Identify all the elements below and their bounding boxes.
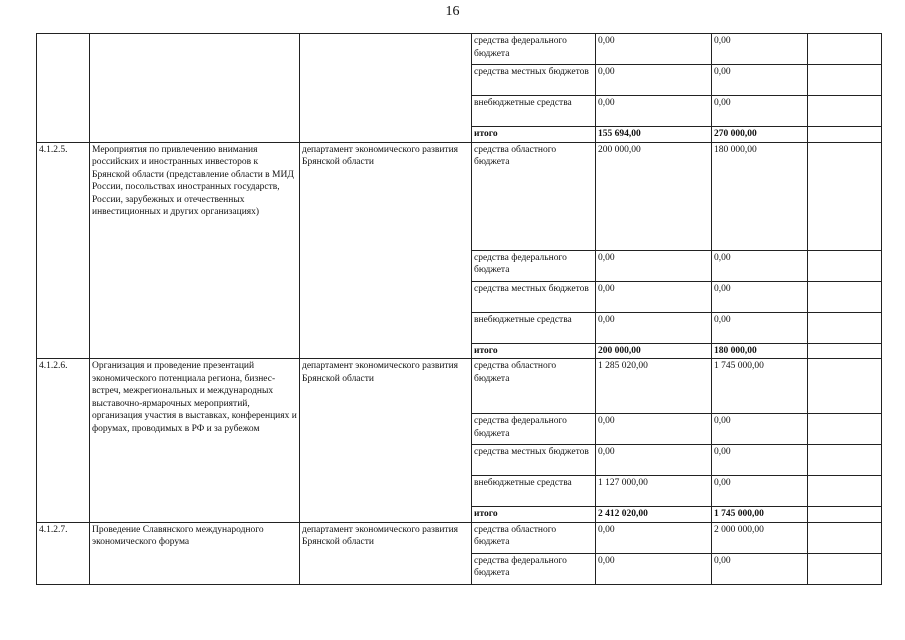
funding-source: средства местных бюджетов (472, 281, 596, 312)
amount-col-1: 0,00 (596, 96, 712, 127)
amount-col-2: 270 000,00 (712, 127, 808, 143)
amount-col-1: 155 694,00 (596, 127, 712, 143)
amount-col-2: 0,00 (712, 281, 808, 312)
amount-col-1: 0,00 (596, 65, 712, 96)
activity-name: Проведение Славянского международного экономического форума (90, 522, 300, 584)
funding-source: средства федерального бюджета (472, 250, 596, 281)
empty-cell (808, 414, 882, 445)
funding-source: внебюджетные средства (472, 312, 596, 343)
program-activities-table (36, 33, 882, 585)
amount-col-1: 0,00 (596, 281, 712, 312)
activity-executor: департамент экономического развития Брянской области (300, 359, 472, 523)
amount-col-1: 1 285 020,00 (596, 359, 712, 414)
amount-col-1: 0,00 (596, 414, 712, 445)
table-row (37, 142, 882, 250)
empty-cell (808, 445, 882, 476)
activity-number: 4.1.2.5. (37, 142, 90, 359)
activity-executor (300, 34, 472, 143)
empty-cell (808, 96, 882, 127)
funding-source: средства местных бюджетов (472, 445, 596, 476)
funding-source: итого (472, 343, 596, 359)
activity-executor: департамент экономического развития Брянской области (300, 142, 472, 359)
amount-col-2: 0,00 (712, 65, 808, 96)
funding-source: итого (472, 127, 596, 143)
amount-col-2: 0,00 (712, 96, 808, 127)
activity-number (37, 34, 90, 143)
empty-cell (808, 281, 882, 312)
activity-name: Организация и проведение презентаций экономического потенциала региона, бизнес-встреч, межрегиональных и международных выставочно-ярмарочных мероприятий, организация участия в выставках, конференциях и форумах, проводимых в РФ и за рубежом (90, 359, 300, 523)
amount-col-2: 180 000,00 (712, 343, 808, 359)
empty-cell (808, 142, 882, 250)
empty-cell (808, 312, 882, 343)
funding-source: средства областного бюджета (472, 142, 596, 250)
empty-cell (808, 127, 882, 143)
amount-col-1: 0,00 (596, 445, 712, 476)
empty-cell (808, 553, 882, 584)
activity-number: 4.1.2.6. (37, 359, 90, 523)
activity-number: 4.1.2.7. (37, 522, 90, 584)
empty-cell (808, 343, 882, 359)
empty-cell (808, 65, 882, 96)
funding-source: средства федерального бюджета (472, 34, 596, 65)
amount-col-2: 1 745 000,00 (712, 359, 808, 414)
amount-col-1: 1 127 000,00 (596, 476, 712, 507)
funding-source: средства федерального бюджета (472, 553, 596, 584)
funding-source: средства областного бюджета (472, 359, 596, 414)
empty-cell (808, 359, 882, 414)
amount-col-2: 1 745 000,00 (712, 507, 808, 523)
amount-col-1: 0,00 (596, 522, 712, 553)
activity-name (90, 34, 300, 143)
funding-source: средства местных бюджетов (472, 65, 596, 96)
empty-cell (808, 250, 882, 281)
empty-cell (808, 522, 882, 553)
activity-name: Мероприятия по привлечению внимания российских и иностранных инвесторов к Брянской области (представление области в МИД России, посольствах иностранных государств, России, зарубежных и отечественных инвестиционных и других организациях) (90, 142, 300, 359)
amount-col-1: 0,00 (596, 250, 712, 281)
amount-col-1: 0,00 (596, 34, 712, 65)
amount-col-2: 0,00 (712, 34, 808, 65)
amount-col-2: 0,00 (712, 553, 808, 584)
amount-col-1: 200 000,00 (596, 343, 712, 359)
funding-source: средства федерального бюджета (472, 414, 596, 445)
page-number: 16 (445, 4, 460, 19)
amount-col-2: 2 000 000,00 (712, 522, 808, 553)
amount-col-1: 0,00 (596, 312, 712, 343)
amount-col-1: 200 000,00 (596, 142, 712, 250)
amount-col-2: 180 000,00 (712, 142, 808, 250)
table-row (37, 359, 882, 414)
amount-col-2: 0,00 (712, 414, 808, 445)
empty-cell (808, 507, 882, 523)
funding-source: итого (472, 507, 596, 523)
amount-col-1: 0,00 (596, 553, 712, 584)
amount-col-2: 0,00 (712, 445, 808, 476)
empty-cell (808, 34, 882, 65)
amount-col-2: 0,00 (712, 312, 808, 343)
amount-col-2: 0,00 (712, 250, 808, 281)
funding-source: средства областного бюджета (472, 522, 596, 553)
empty-cell (808, 476, 882, 507)
activity-executor: департамент экономического развития Брянской области (300, 522, 472, 584)
funding-source: внебюджетные средства (472, 476, 596, 507)
table-row (37, 522, 882, 553)
amount-col-1: 2 412 020,00 (596, 507, 712, 523)
amount-col-2: 0,00 (712, 476, 808, 507)
funding-source: внебюджетные средства (472, 96, 596, 127)
table-row (37, 34, 882, 65)
